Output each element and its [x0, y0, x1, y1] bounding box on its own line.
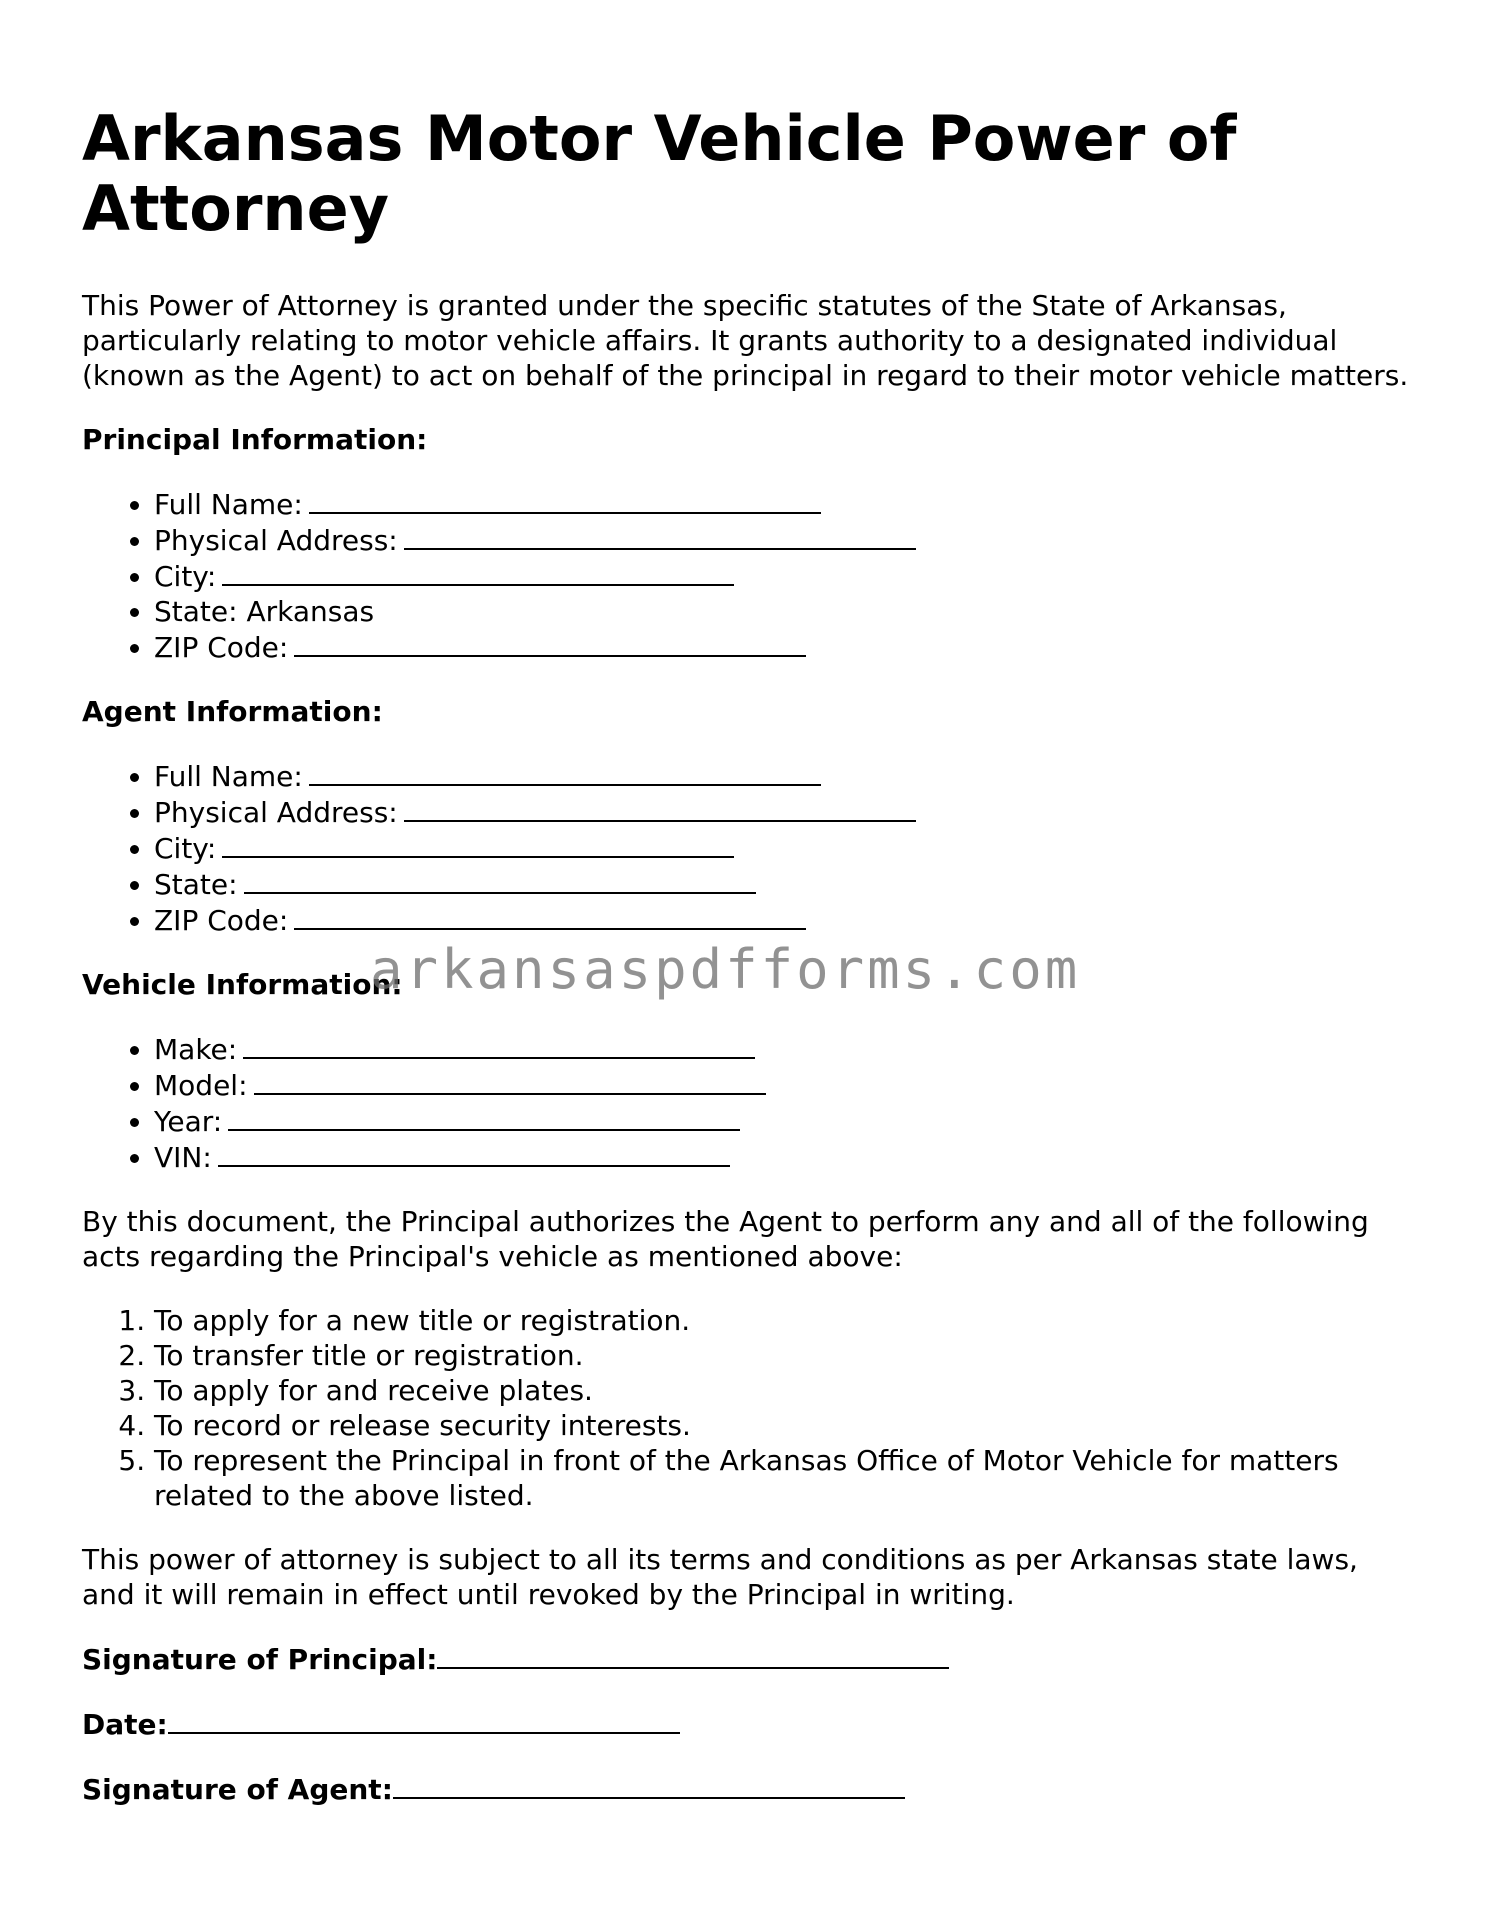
- agent-state-field[interactable]: [244, 866, 756, 894]
- principal-signature-row: [82, 1641, 1412, 1677]
- principal-signature-label: Signature of Principal:: [82, 1643, 438, 1676]
- date-row: [82, 1706, 1412, 1742]
- field-label: State:: [154, 868, 238, 901]
- field-label: Make:: [154, 1033, 238, 1066]
- agent-full-name-field[interactable]: [309, 758, 821, 786]
- act-item: 4. To record or release security interests.: [154, 1408, 1412, 1443]
- agent-signature-row: [82, 1771, 1412, 1807]
- field-label: Physical Address:: [154, 796, 398, 829]
- principal-city-item: [154, 558, 1412, 594]
- agent-signature-label: Signature of Agent:: [82, 1773, 393, 1806]
- principal-full-name-item: [154, 486, 1412, 522]
- vehicle-year-item: [154, 1103, 1412, 1139]
- date-field[interactable]: [168, 1706, 680, 1734]
- principal-address-field[interactable]: [404, 522, 916, 550]
- agent-city-item: [154, 830, 1412, 866]
- field-label: Full Name:: [154, 760, 303, 793]
- agent-full-name-item: [154, 758, 1412, 794]
- field-label: ZIP Code:: [154, 904, 289, 937]
- vehicle-model-item: [154, 1067, 1412, 1103]
- document-page: [82, 0, 1412, 1807]
- agent-signature-field[interactable]: [393, 1771, 905, 1799]
- date-label: Date:: [82, 1708, 168, 1741]
- watermark: arkansaspdfforms.com: [370, 938, 1081, 1001]
- field-label: Year:: [154, 1105, 223, 1138]
- authorized-acts-list: [82, 1303, 1412, 1513]
- principal-state-item: [154, 594, 1412, 629]
- act-item: 3. To apply for and receive plates.: [154, 1373, 1412, 1408]
- page-title: Arkansas Motor Vehicle Power of Attorney: [82, 102, 1237, 245]
- agent-city-field[interactable]: [222, 830, 734, 858]
- vehicle-heading: Vehicle Information:: [82, 968, 403, 1001]
- agent-address-item: [154, 794, 1412, 830]
- vehicle-year-field[interactable]: [228, 1103, 740, 1131]
- act-item: 2. To transfer title or registration.: [154, 1338, 1412, 1373]
- field-label: VIN:: [154, 1141, 212, 1174]
- agent-address-field[interactable]: [404, 794, 916, 822]
- field-label: ZIP Code:: [154, 631, 289, 664]
- vehicle-make-item: [154, 1031, 1412, 1067]
- vehicle-vin-item: [154, 1139, 1412, 1175]
- act-item: 5. To represent the Principal in front of the Arkansas Office of Motor Vehicle for matters related to the above listed.: [154, 1443, 1412, 1513]
- principal-zip-item: [154, 629, 1412, 665]
- principal-zip-field[interactable]: [294, 629, 806, 657]
- vehicle-fields-list: [82, 1031, 1412, 1175]
- principal-signature-field[interactable]: [437, 1641, 949, 1669]
- principal-full-name-field[interactable]: [309, 486, 821, 514]
- principal-heading: Principal Information:: [82, 423, 428, 456]
- terms-paragraph: This power of attorney is subject to all its terms and conditions as per Arkansas state laws, and it will remain in effect until revoked by the Principal in writing.: [82, 1543, 1358, 1611]
- vehicle-make-field[interactable]: [243, 1031, 755, 1059]
- vehicle-vin-field[interactable]: [218, 1139, 730, 1167]
- field-label: State: Arkansas: [154, 595, 375, 628]
- field-label: Full Name:: [154, 488, 303, 521]
- principal-address-item: [154, 522, 1412, 558]
- vehicle-model-field[interactable]: [254, 1067, 766, 1095]
- principal-city-field[interactable]: [222, 558, 734, 586]
- principal-fields-list: [82, 486, 1412, 665]
- field-label: City:: [154, 560, 217, 593]
- authorization-paragraph: By this document, the Principal authorizes the Agent to perform any and all of the following acts regarding the Principal's vehicle as mentioned above:: [82, 1205, 1369, 1273]
- agent-zip-field[interactable]: [294, 902, 806, 930]
- act-item: 1. To apply for a new title or registration.: [154, 1303, 1412, 1338]
- intro-paragraph: This Power of Attorney is granted under the specific statutes of the State of Arkansas, particularly relating to motor vehicle affairs. It grants authority to a designated individual (known as the Agent) to act on behalf of the principal in regard to their motor vehicle matters.: [82, 289, 1409, 392]
- field-label: City:: [154, 832, 217, 865]
- agent-fields-list: [82, 758, 1412, 938]
- field-label: Model:: [154, 1069, 248, 1102]
- agent-zip-item: [154, 902, 1412, 938]
- field-label: Physical Address:: [154, 524, 398, 557]
- agent-heading: Agent Information:: [82, 695, 383, 728]
- agent-state-item: [154, 866, 1412, 902]
